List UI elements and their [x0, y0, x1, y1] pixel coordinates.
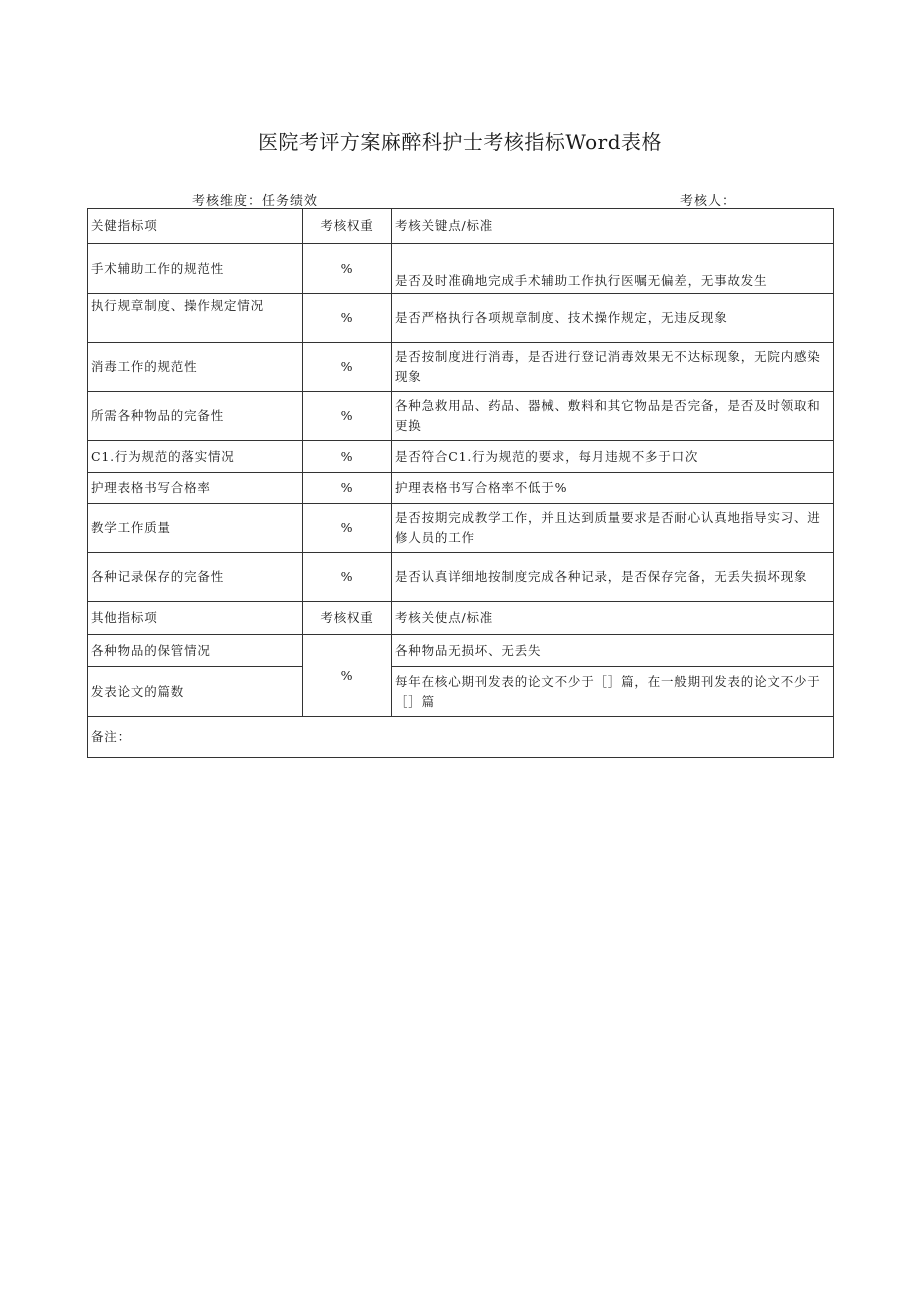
header-key-indicator: 关健指标项	[88, 209, 303, 244]
header-standard: 考核关键点/标准	[392, 209, 834, 244]
indicator-weight: %	[303, 392, 392, 441]
assessor-label: 考核人：	[680, 194, 737, 209]
other-indicator-standard: 每年在核心期刊发表的论文不少于［］篇，在一般期刊发表的论文不少于［］篇	[392, 667, 834, 717]
indicator-standard: 是否及时准确地完成手术辅助工作执行医嘱无偏差，无事故发生	[392, 244, 834, 294]
indicator-standard: 是否符合C1.行为规范的要求，每月违规不多于口次	[392, 441, 834, 473]
table-row	[88, 343, 834, 392]
indicator-weight: %	[303, 504, 392, 553]
dimension-label: 考核维度：任务绩效	[192, 194, 319, 209]
header-other-standard: 考核关使点/标准	[392, 602, 834, 635]
page-title: 医院考评方案麻醉科护士考核指标Word表格	[257, 130, 663, 154]
table-row	[88, 244, 834, 294]
indicator-weight: %	[303, 244, 392, 294]
other-indicator-name: 各种物品的保管情况	[88, 635, 303, 667]
table-row	[88, 635, 834, 667]
indicator-weight: %	[303, 441, 392, 473]
remarks-label: 备注：	[88, 717, 834, 758]
table-header-row	[88, 209, 834, 244]
indicator-name: 护理表格书写合格率	[88, 473, 303, 504]
header-other-weight: 考核权重	[303, 602, 392, 635]
table-row	[88, 667, 834, 717]
indicator-standard: 各种急救用品、药品、器械、敷料和其它物品是否完备，是否及时领取和更换	[392, 392, 834, 441]
indicator-weight: %	[303, 553, 392, 602]
other-header-row	[88, 602, 834, 635]
indicator-standard: 是否按制度进行消毒，是否进行登记消毒效果无不达标现象，无院内感染现象	[392, 343, 834, 392]
indicator-name: 执行规章制度、操作规定情况	[88, 294, 303, 343]
indicator-standard: 是否按期完成教学工作，并且达到质量要求是否耐心认真地指导实习、进修人员的工作	[392, 504, 834, 553]
table-row	[88, 553, 834, 602]
header-weight: 考核权重	[303, 209, 392, 244]
other-indicator-weight: %	[303, 635, 392, 717]
indicator-name: 教学工作质量	[88, 504, 303, 553]
indicator-name: 所需各种物品的完备性	[88, 392, 303, 441]
table-row	[88, 294, 834, 343]
indicator-name: 手术辅助工作的规范性	[88, 244, 303, 294]
indicator-weight: %	[303, 294, 392, 343]
table-row	[88, 473, 834, 504]
indicator-weight: %	[303, 343, 392, 392]
remarks-row	[88, 717, 834, 758]
indicator-weight: %	[303, 473, 392, 504]
table-row	[88, 441, 834, 473]
indicator-standard: 是否认真详细地按制度完成各种记录，是否保存完备，无丢失损坏现象	[392, 553, 834, 602]
table-row	[88, 392, 834, 441]
indicator-standard: 是否严格执行各项规章制度、技术操作规定，无违反现象	[392, 294, 834, 343]
header-other-indicator: 其他指标项	[88, 602, 303, 635]
assessment-table	[87, 208, 834, 758]
indicator-name: C1.行为规范的落实情况	[88, 441, 303, 473]
indicator-name: 各种记录保存的完备性	[88, 553, 303, 602]
table-row	[88, 504, 834, 553]
indicator-standard: 护理表格书写合格率不低于%	[392, 473, 834, 504]
indicator-name: 消毒工作的规范性	[88, 343, 303, 392]
other-indicator-name: 发表论文的篇数	[88, 667, 303, 717]
other-indicator-standard: 各种物品无损坏、无丢失	[392, 635, 834, 667]
